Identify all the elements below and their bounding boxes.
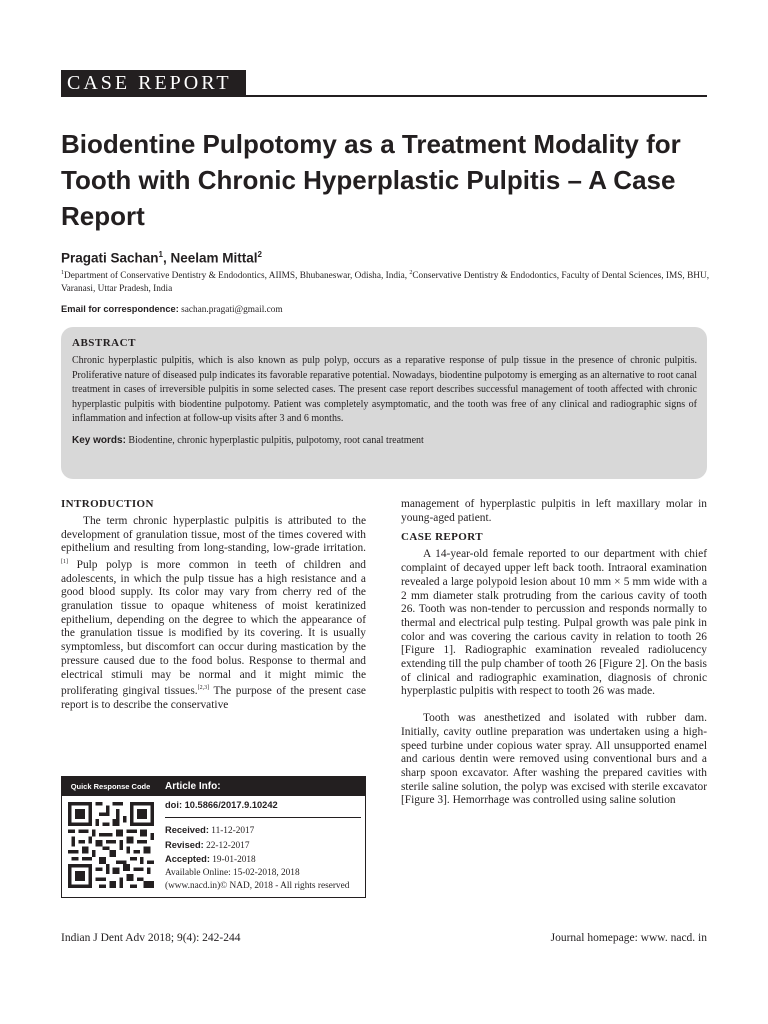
received-line: [165, 824, 361, 838]
revised-label: Revised:: [165, 839, 204, 850]
article-title: Biodentine Pulpotomy as a Treatment Modality for Tooth with Chronic Hyperplastic Pulpitis – A Case Report: [61, 129, 681, 231]
keywords-label: Key words:: [72, 434, 126, 446]
introduction-paragraph: [61, 515, 366, 712]
accepted-label: Accepted:: [165, 853, 210, 864]
revised-date: 22-12-2017: [203, 840, 250, 851]
section-tag: CASE REPORT: [61, 70, 246, 97]
header-rule: [246, 95, 707, 97]
affiliation-text: Conservative Dentistry & Endodontics, Faculty of Dental Sciences, IMS, BHU, Varanasi, Uttar Pradesh, India: [61, 271, 710, 295]
received-label: Received:: [165, 825, 209, 836]
availability-note: Available Online: 15-02-2018, 2018 (www.nacd.in)© NAD, 2018 - All rights reserved: [165, 868, 350, 892]
accepted-line: [165, 853, 361, 867]
abstract-box: [61, 327, 707, 479]
affiliation-text: Department of Conservative Dentistry & Endodontics, AIIMS, Bhubaneswar, Odisha, India,: [64, 271, 410, 282]
author-name: Pragati Sachan: [61, 250, 159, 266]
abstract-heading: ABSTRACT: [72, 337, 136, 349]
qr-label: Quick Response Code: [62, 777, 159, 796]
qr-code-icon[interactable]: [68, 802, 154, 888]
correspondence-line: [61, 304, 283, 315]
article-info-label: Article Info:: [159, 777, 365, 796]
introduction-continuation: management of hyperplastic pulpitis in left maxillary molar in young-aged patient.: [401, 498, 707, 524]
author-list: [61, 250, 262, 266]
accepted-date: 19-01-2018: [209, 854, 256, 865]
citation-marker[interactable]: [2,3]: [197, 685, 210, 692]
intro-text: The term chronic hyperplastic pulpitis is attributed to the development of granulation tissue, most of the times covered with epithelium and resulting from long-standing, low-grade irritation.: [61, 515, 366, 555]
email-address[interactable]: sachan.pragati@gmail.com: [181, 305, 283, 315]
author-separator: ,: [163, 250, 171, 266]
affiliation-marker: 2: [409, 270, 413, 276]
keywords-line: [72, 435, 697, 446]
case-report-heading: CASE REPORT: [401, 531, 483, 544]
intro-text: Pulp polyp is more common in teeth of children and adolescents, in which the pulp tissue has a high resistance and a good blood supply. Its color may vary from cherry red of the granulation tissue to opaque whiteness of moist keratinized epithelium, depending on the degree to which the appearance of the granulation tissue is modified by its covering. It is usually symptomless, but discomfort can occur during mastication by the pressure caused due to the food bolus. Response to thermal and electrical stimuli may be normal and it might mimic the proliferating gingival tissues.: [61, 558, 366, 698]
article-info-body: [165, 799, 361, 894]
left-column: [61, 498, 366, 712]
author-affiliation-marker: 2: [257, 250, 262, 259]
doi[interactable]: doi: 10.5866/2017.9.10242: [165, 800, 278, 810]
intro-text: The purpose of the present case report is to describe the conservative: [61, 685, 366, 711]
article-info-box: [61, 776, 366, 898]
introduction-heading: INTRODUCTION: [61, 498, 154, 510]
author-affiliation-marker: 1: [158, 250, 163, 259]
revised-line: [165, 839, 361, 853]
affiliation-marker: 1: [61, 270, 64, 276]
journal-citation: Indian J Dent Adv 2018; 9(4): 242-244: [61, 932, 241, 944]
case-report-paragraph: A 14-year-old female reported to our department with chief complaint of decayed upper left back tooth. Intraoral examination revealed a large polypoid lesion about 10 mm × 5 mm wide with a 2 mm diameter stalk protruding from the carious cavity of tooth 26. Tooth was non-tender to percussion and responds normally to thermal and electrical pulp testing. Pulpal growth was pale pink in color and was covering the carious cavity in relation to tooth 26 [Figure 1]. Radiographic examination revealed radiolucency extending till the pulp chamber of tooth 26 [Figure 2]. On the basis of clinical and radiographic examination, diagnosis of chronic hyperplastic pulpitis with respect to tooth 26 was made.: [401, 548, 707, 698]
right-column: [401, 498, 707, 808]
affiliations: [61, 267, 711, 296]
keywords-text: Biodentine, chronic hyperplastic pulpitis, pulpotomy, root canal treatment: [125, 434, 424, 446]
abstract-text: Chronic hyperplastic pulpitis, which is also known as pulp polyp, occurs as a reparative response of pulp tissue in the presence of chronic pulpitis. Proliferative nature of diseased pulp indicates its favorable reparative potential. Nowadays, biodentine pulpotomy is emerging as an alternative to root canal treatment in cases of irreversible pulpitis in some selected cases. The present case report describes successful management of tooth affected with chronic hyperplastic pulpitis with biodentine pulpotomy. Patient was completely asymptomatic, and the tooth was free of any clinical and radiographic signs of inflammation and infection at follow-up visits after 3 and 6 months.: [72, 355, 697, 424]
citation-marker[interactable]: [1]: [61, 559, 68, 566]
author-name: Neelam Mittal: [170, 250, 258, 266]
received-date: 11-12-2017: [208, 826, 255, 837]
case-report-paragraph: Tooth was anesthetized and isolated with rubber dam. Initially, cavity outline preparation was undertaken using a high-speed turbine under copious water spray. All unsupported enamel and carious dentin were removed using conventional burs and a sharp spoon excavator. After washing the prepared cavities with sterile saline solution, the polyp was excised with sterile excavator [Figure 3]. Hemorrhage was controlled using saline solution: [401, 712, 707, 807]
info-divider: [165, 817, 361, 818]
email-label: Email for correspondence:: [61, 304, 179, 314]
journal-homepage[interactable]: Journal homepage: www. nacd. in: [550, 932, 707, 944]
